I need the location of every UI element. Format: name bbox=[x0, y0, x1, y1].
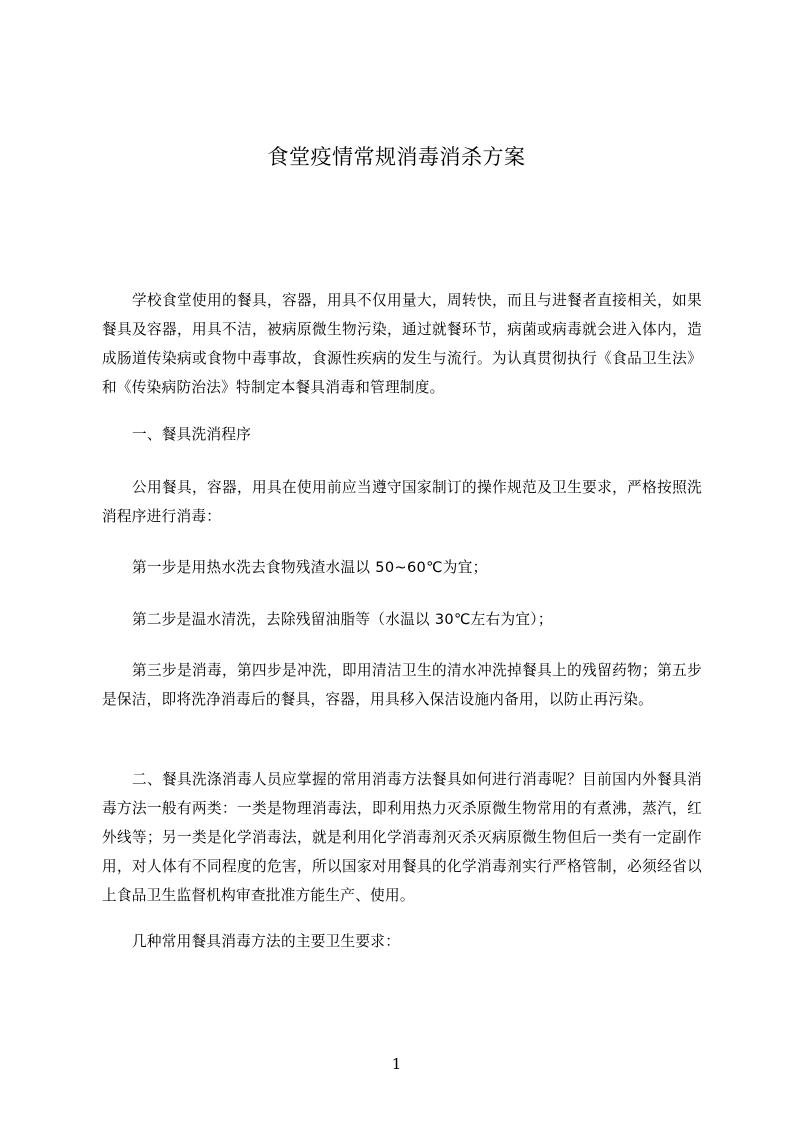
section-heading-washing-procedure: 一、餐具洗消程序 bbox=[132, 426, 252, 443]
disinfection-methods-paragraph: 二、餐具洗涤消毒人员应掌握的常用消毒方法餐具如何进行消毒呢？目前国内外餐具消毒方法一般有两类：一类是物理消毒法，即利用热力灭杀原微生物常用的有煮沸，蒸汽，红外线等；另一类是化学消毒法，就是利用化学消毒剂灭杀灭病原微生物但后一类有一定副作用，对人体有不同程度的危害，所以国家对用餐具的化学消毒剂实行严格管制，必须经省以上食品卫生监督机构审查批准方能生产、使用。 bbox=[102, 771, 702, 904]
procedure-paragraph: 公用餐具，容器，用具在使用前应当遵守国家制订的操作规范及卫生要求，严格按照洗消程序进行消毒： bbox=[102, 479, 702, 525]
document-title: 食堂疫情常规消毒消杀方案 bbox=[267, 145, 526, 169]
step-two-line: 第二步是温水清洗，去除残留油脂等（水温以 30℃左右为宜）； bbox=[132, 611, 553, 628]
page-number: 1 bbox=[391, 1055, 402, 1073]
intro-paragraph: 学校食堂使用的餐具，容器，用具不仅用量大，周转快，而且与进餐者直接相关，如果餐具及容器，用具不洁，被病原微生物污染，通过就餐环节，病菌或病毒就会进入体内，造成肠道传染病或食物中毒事故，食源性疾病的发生与流行。为认真贯彻执行《食品卫生法》和《传染病防治法》特制定本餐具消毒和管理制度。 bbox=[102, 292, 702, 396]
step-one-line: 第一步是用热水洗去食物残渣水温以 50~60℃为宜； bbox=[132, 559, 488, 576]
steps-three-to-five-paragraph: 第三步是消毒，第四步是冲洗，即用清洁卫生的清水冲洗掉餐具上的残留药物；第五步是保洁，即将洗净消毒后的餐具，容器，用具移入保洁设施内备用，以防止再污染。 bbox=[102, 662, 702, 708]
hygiene-requirements-heading: 几种常用餐具消毒方法的主要卫生要求： bbox=[132, 933, 401, 950]
